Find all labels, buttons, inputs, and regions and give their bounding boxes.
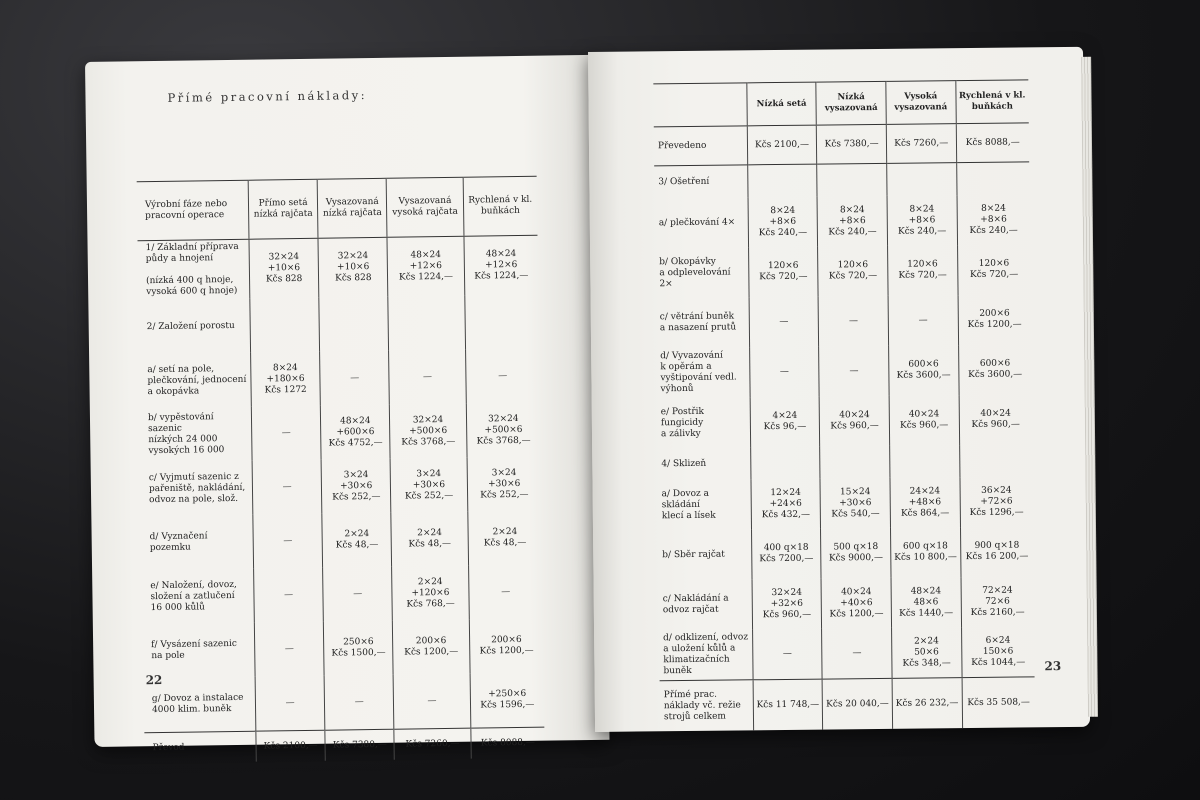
table-row: [656, 294, 1032, 348]
table-cell: —: [393, 674, 470, 730]
table-cell: 3×24 +30×6 Kčs 252,—: [390, 458, 467, 513]
table-cell: [747, 164, 817, 197]
table-cell: 8×24 +8×6 Kčs 240,—: [748, 197, 818, 248]
table-cell: [388, 296, 465, 351]
table-cell: 6×24 150×6 Kčs 1044,—: [961, 626, 1034, 677]
table-cell: 8×24 +8×6 Kčs 240,—: [817, 196, 887, 247]
table-cell: —: [819, 346, 889, 397]
table-cell: 600 q×18 Kčs 10 800,—: [890, 527, 960, 578]
table-cell: 120×6 Kčs 720,—: [818, 246, 888, 297]
table-cell: —: [389, 350, 466, 405]
table-row: [139, 349, 540, 409]
row-label: b/ vypěstování sazenic nízkých 24 000 vysokých 16 000: [147, 412, 225, 457]
table-cell: 120×6 Kčs 720,—: [957, 244, 1030, 295]
right-page: [588, 47, 1090, 732]
table-cell: 32×24 +10×6 Kčs 828: [318, 237, 388, 297]
page-heading: Přímé pracovní náklady:: [167, 88, 368, 105]
table-cell: 48×24 48×6 Kčs 1440,—: [891, 577, 961, 628]
table-cell: 900 q×18 Kčs 16 200,—: [960, 526, 1033, 577]
column-header: Nízká vysazovaná: [816, 81, 886, 125]
table-cell: —: [254, 622, 324, 677]
table-row: [654, 162, 1029, 198]
table-cell: 15×24 +30×6 Kčs 540,—: [820, 478, 890, 529]
column-header: Rychlená v kl. buňkách: [463, 176, 538, 236]
table-cell: [464, 295, 539, 350]
row-label: b/ Okopávky a odplevelování 2×: [659, 256, 731, 289]
row-label: Převedeno: [654, 126, 748, 166]
column-header: Vysoká vysazovaná: [886, 81, 956, 125]
table-cell: +250×6 Kčs 1596,—: [470, 673, 545, 729]
table-row: [659, 576, 1035, 630]
table-cell: Kčs 2100,—: [256, 730, 326, 761]
table-cell: [750, 447, 820, 480]
column-header: [653, 83, 747, 127]
table-header-row: [653, 80, 1028, 127]
table-cell: 2×24 Kčs 48,—: [467, 511, 542, 566]
table-row: [659, 626, 1035, 680]
table-cell: —: [252, 460, 322, 515]
table-row: [656, 344, 1032, 398]
table-cell: 8×24 +8×6 Kčs 240,—: [887, 195, 957, 246]
table-cell: Kčs 8088,—: [956, 123, 1029, 163]
table-cell: [890, 445, 960, 478]
table-cell: —: [468, 565, 543, 620]
table-cell: 40×24 +40×6 Kčs 1200,—: [821, 578, 891, 629]
row-label: e/ Naložení, dovoz, složení a zatlučení 16 000 kůlů: [150, 579, 237, 613]
table-row: [657, 394, 1033, 448]
column-header: Nízká setá: [747, 82, 817, 126]
table-cell: [959, 444, 1032, 477]
table-cell: 32×24 +500×6 Kčs 3768,—: [390, 404, 467, 459]
row-label: c/ Nakládání a odvoz rajčat: [662, 593, 729, 616]
row-label: Přímé prac. náklady vč. režie strojů celkem: [660, 680, 754, 731]
table-cell: 48×24 +12×6 Kčs 1224,—: [464, 235, 539, 296]
row-label: Převod: [144, 731, 256, 763]
row-label: c/ Vyjmutí sazenic z pařeniště, nakládání, odvoz na pole, slož.: [148, 471, 246, 505]
table-cell: 2×24 50×6 Kčs 348,—: [891, 627, 961, 678]
left-cost-table: [137, 176, 545, 764]
page-number: 23: [1044, 659, 1062, 674]
table-cell: 600×6 Kčs 3600,—: [958, 344, 1031, 395]
table-cell: 200×6 Kčs 1200,—: [393, 620, 470, 675]
table-cell: Kčs 35 508,—: [962, 677, 1035, 728]
table-row: [144, 727, 544, 763]
column-header: Vysazovaná nízká rajčata: [317, 178, 387, 238]
table-cell: 3×24 +30×6 Kčs 252,—: [321, 459, 391, 514]
table-row: [658, 526, 1034, 580]
column-header: Přímo setá nízká rajčata: [248, 179, 318, 239]
row-label: 4/ Sklizeň: [661, 458, 707, 469]
table-cell: 36×24 +72×6 Kčs 1296,—: [960, 476, 1033, 527]
table-row: [138, 295, 539, 355]
table-cell: 2×24 Kčs 48,—: [322, 513, 392, 568]
row-label: 1/ Základní příprava půdy a hnojení (nízká 400 q hnoje, vysoká 600 q hnoje): [145, 241, 239, 298]
table-cell: Kčs 8088,—: [470, 727, 544, 759]
table-cell: —: [253, 514, 323, 569]
table-cell: —: [255, 676, 325, 731]
table-cell: 120×6 Kčs 720,—: [748, 247, 818, 298]
row-label: f/ Vysázení sazenic na pole: [151, 638, 238, 662]
table-cell: —: [888, 295, 958, 346]
table-cell: —: [752, 629, 822, 680]
table-row: [654, 123, 1029, 166]
table-cell: 600×6 Kčs 3600,—: [889, 345, 959, 396]
table-cell: 40×24 Kčs 960,—: [959, 394, 1032, 445]
column-header: Rychlená v kl. buňkách: [955, 80, 1028, 124]
row-label: g/ Dovoz a instalace 4000 klim. buněk: [151, 692, 244, 716]
table-cell: 400 q×18 Kčs 7200,—: [751, 529, 821, 580]
table-cell: [956, 162, 1029, 195]
row-label: a/ Dovoz a skládání klecí a lísek: [661, 488, 716, 521]
table-cell: 32×24 +10×6 Kčs 828: [249, 238, 319, 298]
table-cell: —: [749, 347, 819, 398]
table-row: [142, 565, 543, 625]
table-cell: 250×6 Kčs 1500,—: [324, 621, 394, 676]
table-cell: —: [749, 297, 819, 348]
table-cell: —: [320, 351, 390, 406]
table-cell: Kčs 7380,—: [325, 729, 395, 760]
table-cell: 48×24 +600×6 Kčs 4752,—: [320, 405, 390, 460]
table-cell: [820, 446, 890, 479]
table-row: [657, 444, 1032, 480]
table-cell: 24×24 +48×6 Kčs 864,—: [890, 477, 960, 528]
page-number: 22: [145, 672, 163, 688]
table-cell: 3×24 +30×6 Kčs 252,—: [467, 457, 542, 512]
table-row: [141, 511, 542, 571]
row-label: 3/ Ošetření: [658, 176, 710, 187]
table-cell: Kčs 7260,—: [394, 728, 471, 760]
table-header-row: [137, 176, 538, 241]
row-label: a/ plečkování 4×: [658, 216, 736, 228]
row-label: e/ Postřik fungicidy a zálivky: [660, 406, 705, 439]
table-cell: Kčs 11 748,—: [753, 679, 823, 730]
table-row: [143, 619, 544, 679]
table-row: [138, 235, 539, 300]
table-cell: —: [324, 675, 394, 730]
table-cell: 4×24 Kčs 96,—: [750, 397, 820, 448]
table-row: [655, 194, 1031, 248]
table-row: [144, 673, 545, 733]
table-cell: 200×6 Kčs 1200,—: [958, 294, 1031, 345]
row-label: b/ Sběr rajčat: [662, 549, 725, 560]
table-cell: 12×24 +24×6 Kčs 432,—: [751, 479, 821, 530]
table-cell: Kčs 7380,—: [817, 124, 887, 164]
table-cell: —: [818, 296, 888, 347]
row-label: c/ větrání buněk a nasazení prutů: [659, 311, 737, 334]
table-cell: [887, 163, 957, 196]
column-header: Vysazovaná vysoká rajčata: [386, 177, 463, 237]
table-cell: 40×24 Kčs 960,—: [889, 395, 959, 446]
table-row: [660, 677, 1036, 731]
table-row: [140, 403, 541, 463]
table-cell: 500 q×18 Kčs 9000,—: [821, 528, 891, 579]
table-cell: Kčs 26 232,—: [892, 678, 962, 729]
table-cell: —: [323, 567, 393, 622]
row-label: 2/ Založení porostu: [146, 320, 235, 332]
right-cost-table: [653, 79, 1035, 731]
row-label: d/ Vyznačení pozemku: [149, 531, 208, 554]
left-page: [85, 55, 610, 753]
table-cell: —: [465, 349, 540, 404]
table-cell: 120×6 Kčs 720,—: [887, 245, 957, 296]
table-row: [657, 476, 1033, 530]
row-label: d/ odklizení, odvoz a uložení kůlů a klimatizačních buněk: [663, 632, 749, 677]
table-cell: 72×24 72×6 Kčs 2160,—: [961, 576, 1034, 627]
table-cell: 48×24 +12×6 Kčs 1224,—: [387, 236, 464, 297]
table-cell: 40×24 Kčs 960,—: [819, 396, 889, 447]
table-cell: 32×24 +32×6 Kčs 960,—: [752, 579, 822, 630]
table-row: [141, 457, 542, 517]
table-cell: 32×24 +500×6 Kčs 3768,—: [466, 403, 541, 458]
table-cell: Kčs 20 040,—: [822, 678, 892, 729]
table-cell: —: [251, 406, 321, 461]
table-cell: Kčs 7260,—: [886, 124, 956, 164]
table-cell: 200×6 Kčs 1200,—: [469, 619, 544, 674]
table-cell: [319, 297, 389, 352]
table-cell: [250, 298, 320, 353]
row-label: a/ setí na pole, plečkování, jednocení a okopávka: [147, 363, 247, 397]
table-cell: 8×24 +180×6 Kčs 1272: [251, 352, 321, 407]
table-cell: Kčs 2100,—: [747, 125, 817, 165]
table-cell: —: [822, 628, 892, 679]
table-cell: 2×24 Kčs 48,—: [391, 512, 468, 567]
table-row: [655, 244, 1031, 298]
table-cell: 2×24 +120×6 Kčs 768,—: [392, 566, 469, 621]
row-label: d/ Vyvazování k opěrám a vyštipování vedl. výhonů: [660, 350, 737, 395]
table-cell: [817, 163, 887, 196]
table-cell: 8×24 +8×6 Kčs 240,—: [957, 194, 1030, 245]
column-header: Výrobní fáze nebo pracovní operace: [137, 180, 249, 241]
table-cell: —: [254, 568, 324, 623]
